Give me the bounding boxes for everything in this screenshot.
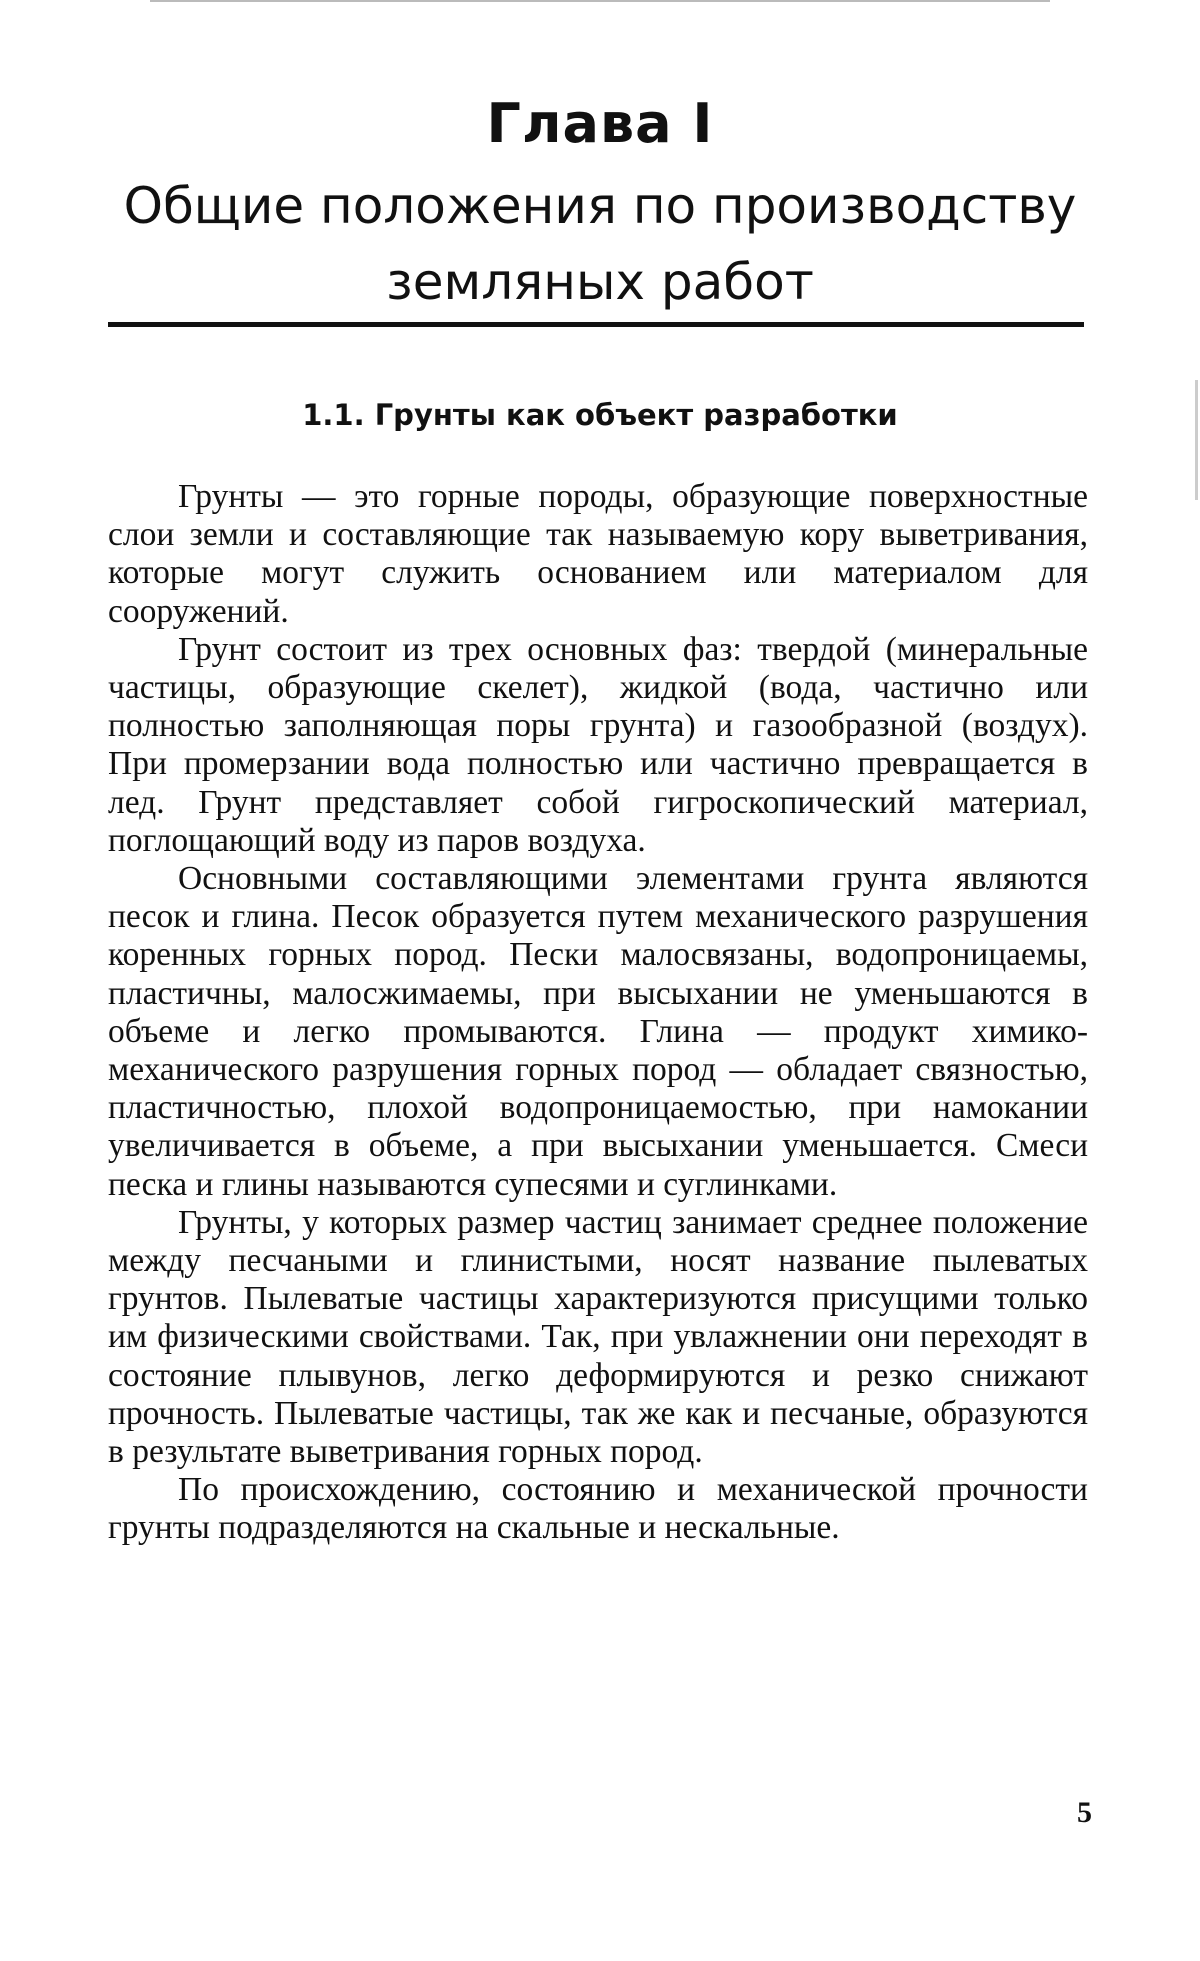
paragraph-2: Грунт состоит из трех основных фаз: твердой (минеральные частицы, образующие скелет), жидкой (вода, частично или полностью заполняющая поры грунта) и газообразной (воздух). При промерзании вода полностью или частично превращается в лед. Грунт представляет собой гигроскопический материал, поглощающий воду из паров воздуха. <box>108 630 1088 859</box>
paragraph-1: Грунты — это горные породы, образующие поверхностные слои земли и составляющие так называемую кору выветривания, которые могут служить основанием или материалом для сооружений. <box>108 478 1088 630</box>
scan-edge-top <box>150 0 1050 2</box>
chapter-label: Глава I <box>486 92 714 155</box>
page-number: 5 <box>1077 1796 1092 1829</box>
paragraph-4: Грунты, у которых размер частиц занимает среднее положение между песчаными и глинистыми, носят название пылеватых грунтов. Пылеватые частицы характеризуются присущими только им физическими свойствами. Так, при увлажнении они переходят в состояние плывунов, легко деформируются и резко снижают прочность. Пылеватые частицы, так же как и песчаные, образуются в результате выветривания горных пород. <box>108 1203 1088 1471</box>
section-heading: 1.1. Грунты как объект разработки <box>302 398 898 432</box>
chapter-title <box>90 168 1110 320</box>
chapter-title-line-2: земляных работ <box>386 253 814 311</box>
chapter-divider <box>108 322 1084 327</box>
paragraph-5: По происхождению, состоянию и механической прочности грунты подразделяются на скальные и нескальные. <box>108 1471 1088 1547</box>
body-text <box>108 478 1088 1548</box>
chapter-title-line-1: Общие положения по производству <box>123 177 1077 235</box>
paragraph-3: Основными составляющими элементами грунта являются песок и глина. Песок образуется путем механического разрушения коренных горных пород. Пески малосвязаны, водопроницаемы, пластичны, малосжимаемы, при высыхании не уменьшаются в объеме и легко промываются. Глина — продукт химико-механического разрушения горных пород — обладает связностью, пластичностью, плохой водопроницаемостью, при намокании увеличивается в объеме, а при высыхании уменьшается. Смеси песка и глины называются супесями и суглинками. <box>108 860 1088 1203</box>
